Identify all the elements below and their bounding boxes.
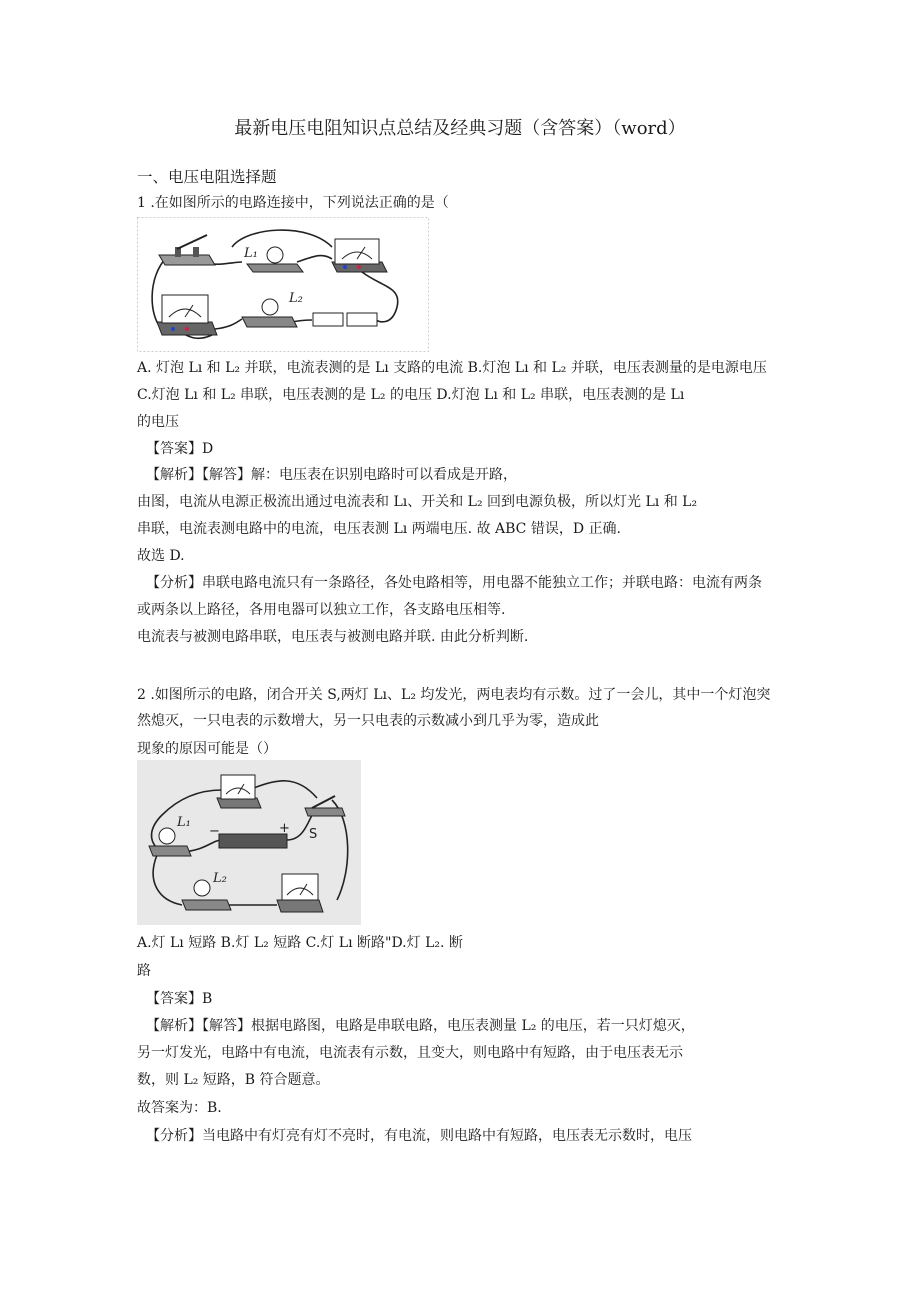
q1-analysis-line1: 【解析】【解答】解：电压表在识别电路时可以看成是开路，	[146, 467, 517, 483]
q1-answer: 【答案】D	[146, 441, 214, 457]
fig2-label-l2: L₂	[213, 871, 227, 886]
ammeter-icon	[157, 295, 217, 335]
fig2-label-s: S	[309, 827, 318, 842]
q2-stem-line3: 现象的原因可能是（）	[137, 741, 277, 757]
q2-options-line2: 路	[137, 963, 151, 979]
q1-circuit-figure	[137, 217, 429, 352]
q2-circuit-figure	[137, 760, 361, 925]
section-heading: 一、电压电阻选择题	[137, 168, 277, 186]
q2-analysis-line3: 数，则 L₂ 短路，B 符合题意。	[137, 1072, 330, 1088]
q1-fenxi-line2: 或两条以上路径，各用电器可以独立工作，各支路电压相等.	[137, 602, 506, 618]
q2-fenxi-line1: 【分析】当电路中有灯亮有灯不亮时，有电流，则电路中有短路，电压表无示数时，电压	[146, 1128, 692, 1144]
fig2-label-minus: −	[209, 824, 220, 839]
q2-answer: 【答案】B	[146, 991, 213, 1007]
q1-options-line1: A. 灯泡 Lı 和 L₂ 并联，电流表测的是 Lı 支路的电流 B.灯泡 Lı 和 L₂ 并联，电压表测量的是电源电压	[137, 360, 767, 376]
q2-stem-line2: 然熄灭，一只电表的示数增大，另一只电表的示数减小到几乎为零，造成此	[137, 713, 599, 729]
voltmeter-icon	[217, 775, 261, 808]
fig2-label-plus: +	[279, 821, 290, 836]
fig1-label-l1: L₁	[244, 246, 258, 261]
fig1-label-l2: L₂	[289, 291, 303, 306]
q1-fenxi-line3: 电流表与被测电路串联，电压表与被测电路并联. 由此分析判断.	[137, 629, 529, 645]
q2-analysis-line4: 故答案为：B.	[137, 1100, 222, 1116]
q2-stem-line1: 2 .如图所示的电路，闭合开关 S,两灯 Lı、L₂ 均发光，两电表均有示数。过了一会儿，其中一个灯泡突	[137, 687, 771, 703]
voltmeter-icon	[332, 239, 387, 272]
q2-analysis-line2: 另一灯发光，电路中有电流，电流表有示数，且变大，则电路中有短路，由于电压表无示	[137, 1045, 683, 1061]
fig2-label-l1: L₁	[177, 815, 191, 830]
document-title: 最新电压电阻知识点总结及经典习题（含答案）（word）	[234, 118, 686, 139]
q1-fenxi-line1: 【分析】串联电路电流只有一条路径，各处电路相等，用电器不能独立工作；并联电路：电流有两条	[146, 575, 762, 591]
q1-analysis-line4: 故选 D.	[137, 548, 185, 564]
q1-analysis-line2: 由图，电流从电源正极流出通过电流表和 Lı、开关和 L₂ 回到电源负极，所以灯光 Lı 和 L₂	[137, 494, 698, 510]
q2-analysis-line1: 【解析】【解答】根据电路图，电路是串联电路，电压表测量 L₂ 的电压，若一只灯熄灭，	[146, 1018, 695, 1034]
ammeter-icon	[277, 874, 323, 912]
q1-options-line2: C.灯泡 Lı 和 L₂ 串联，电压表测的是 L₂ 的电压 D.灯泡 Lı 和 L₂ 串联，电压表测的是 Lı	[137, 387, 685, 403]
q1-stem: 1 .在如图所示的电路连接中，下列说法正确的是（	[137, 195, 449, 211]
q2-options-line1: A.灯 Lı 短路 B.灯 L₂ 短路 C.灯 Lı 断路"D.灯 L₂. 断	[137, 935, 463, 951]
q1-options-line3: 的电压	[137, 414, 179, 430]
q1-analysis-line3: 串联，电流表测电路中的电流，电压表测 Lı 两端电压. 故 ABC 错误，D 正确.	[137, 521, 621, 537]
